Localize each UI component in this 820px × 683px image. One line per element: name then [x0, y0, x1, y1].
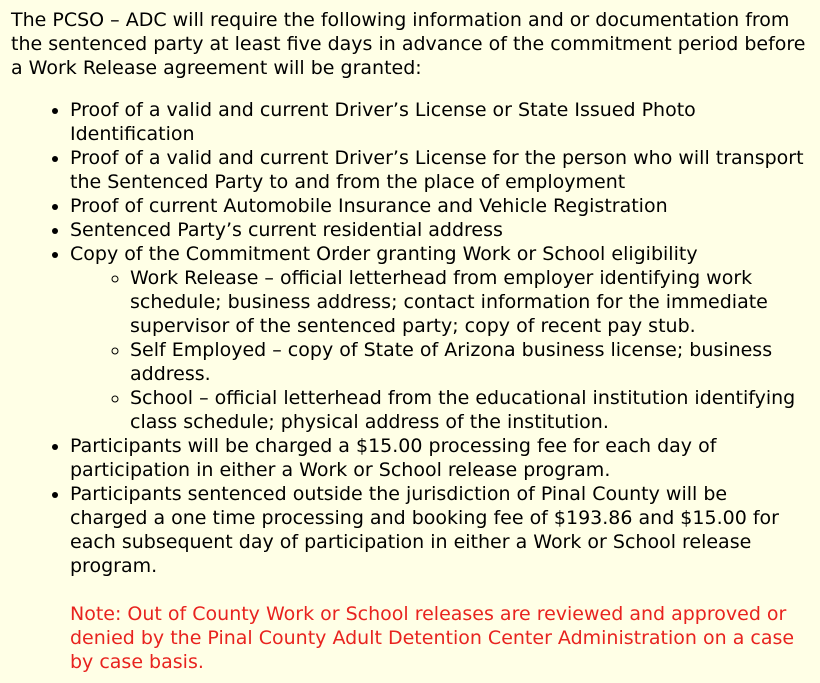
requirement-item: • Proof of current Automobile Insurance and Vehicle Registration [70, 194, 810, 218]
requirement-item: • Proof of a valid and current Driver’s License for the person who will transport the Sentenced Party to and from the place of employment [70, 146, 810, 194]
sub-requirement-item: ◦ School – official letterhead from the educational institution identifying class schedule; physical address of the institution. [130, 386, 810, 434]
requirement-item: • Sentenced Party’s current residential address [70, 218, 810, 242]
requirement-item-label: Copy of the Commitment Order granting Work or School eligibility [70, 243, 698, 265]
sub-requirements-list [70, 266, 810, 434]
intro-paragraph: The PCSO – ADC will require the following information and or documentation from the sentenced party at least five days in advance of the commitment period before a Work Release agreement will be granted: [11, 9, 806, 79]
requirement-item: • Proof of a valid and current Driver’s License or State Issued Photo Identification [70, 98, 810, 146]
requirements-list [11, 98, 810, 578]
sub-requirement-item: ◦ Work Release – official letterhead from employer identifying work schedule; business address; contact information for the immediate supervisor of the sentenced party; copy of recent pay stub. [130, 266, 810, 338]
sub-requirement-item: ◦ Self Employed – copy of State of Arizona business license; business address. [130, 338, 810, 386]
note-paragraph: Note: Out of County Work or School releases are reviewed and approved or denied by the Pinal County Adult Detention Center Administration on a case by case basis. [70, 603, 795, 673]
requirement-item-commitment-order [70, 242, 810, 434]
fee-item: • Participants sentenced outside the jurisdiction of Pinal County will be charged a one time processing and booking fee of $193.86 and $15.00 for each subsequent day of participation in either a Work or School release program. [70, 482, 810, 578]
fee-item: • Participants will be charged a $15.00 processing fee for each day of participation in either a Work or School release program. [70, 434, 810, 482]
